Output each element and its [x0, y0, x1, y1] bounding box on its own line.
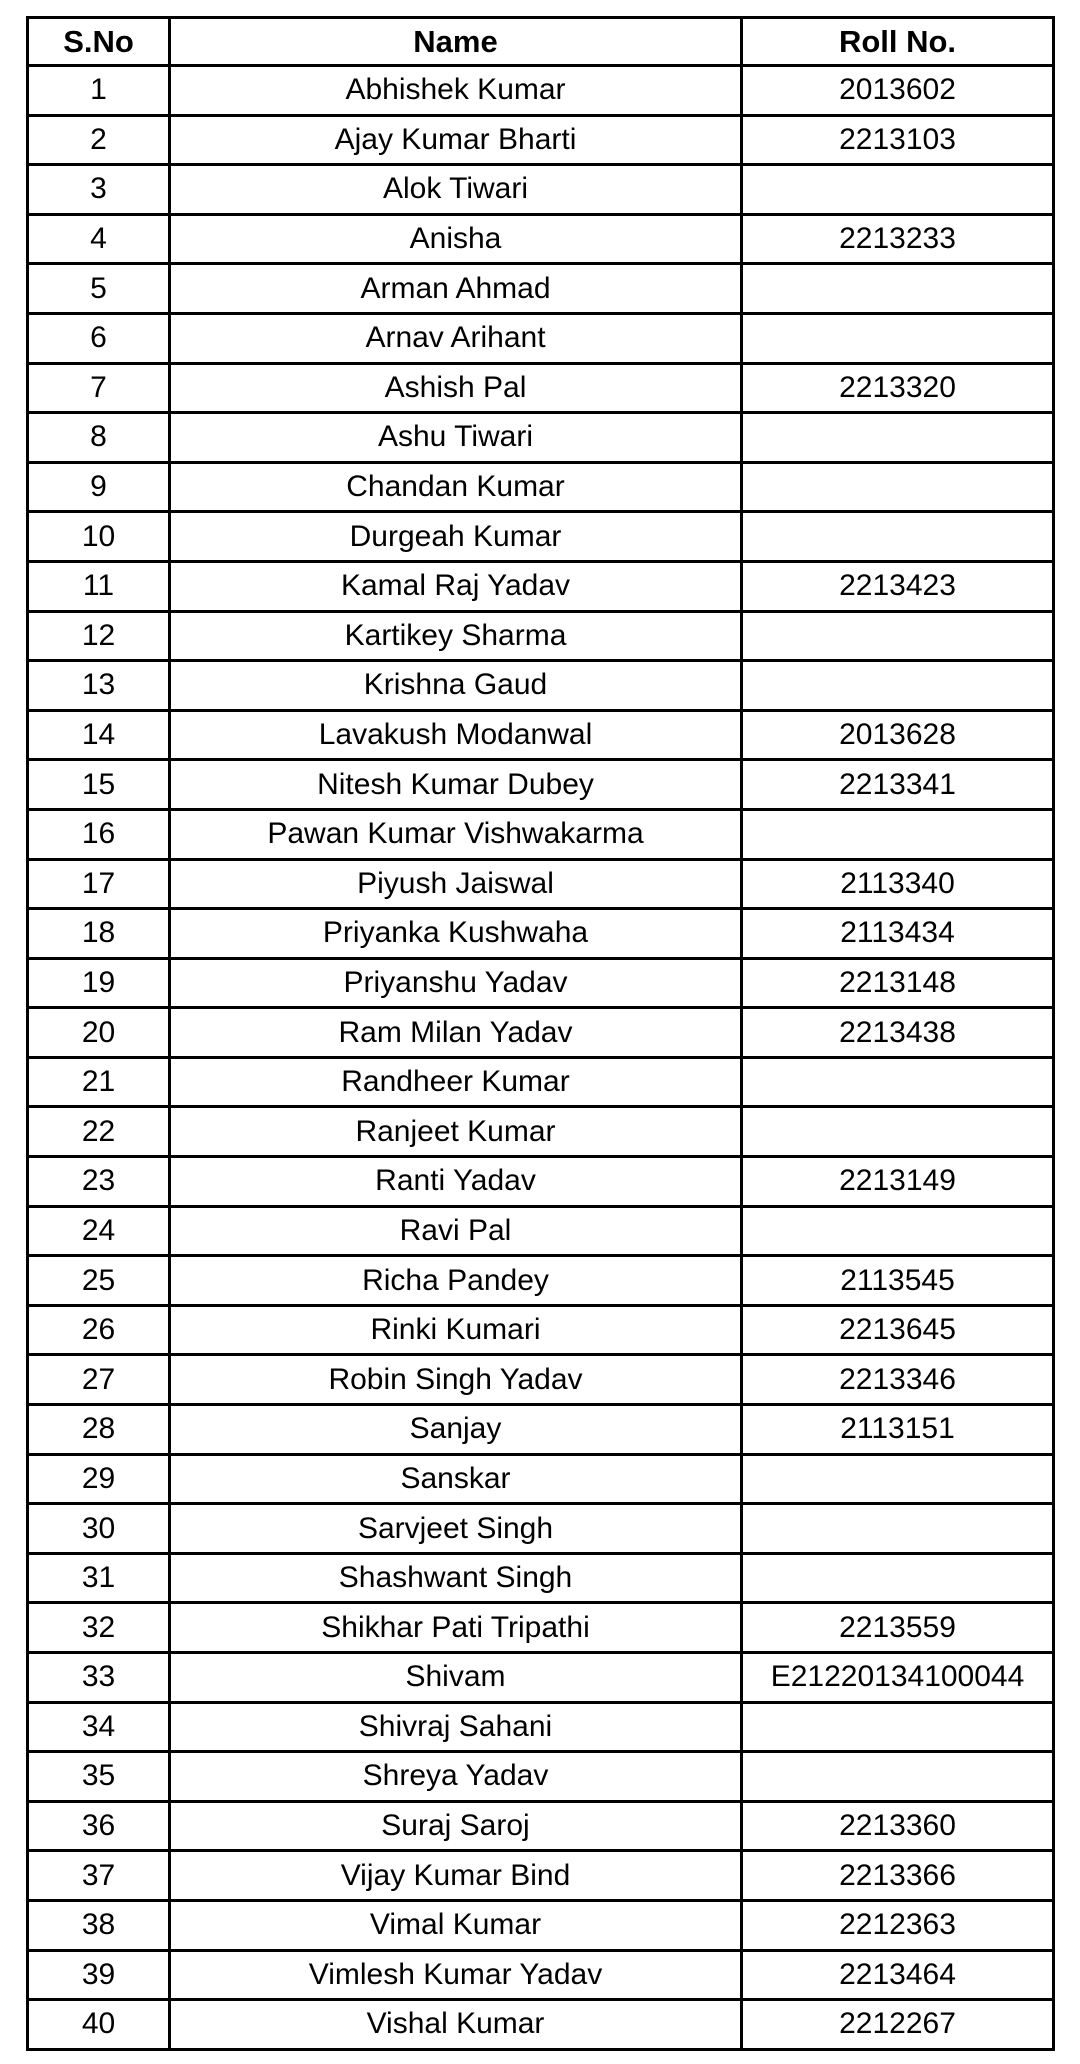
table-row — [28, 1900, 1054, 1950]
student-name-cell: Ravi Pal — [170, 1206, 742, 1256]
roll-number-cell: 2213645 — [742, 1305, 1054, 1355]
student-name-cell: Randheer Kumar — [170, 1057, 742, 1107]
serial-number-cell: 33 — [28, 1653, 170, 1703]
student-name-cell: Ranjeet Kumar — [170, 1107, 742, 1157]
student-name-cell: Priyanka Kushwaha — [170, 909, 742, 959]
student-name-cell: Anisha — [170, 214, 742, 264]
student-name-cell: Arman Ahmad — [170, 264, 742, 314]
serial-number-cell: 8 — [28, 413, 170, 463]
serial-number-cell: 14 — [28, 710, 170, 760]
student-name-cell: Ram Milan Yadav — [170, 1008, 742, 1058]
roll-number-cell: 2113434 — [742, 909, 1054, 959]
roll-number-cell: 2113545 — [742, 1256, 1054, 1306]
serial-number-cell: 1 — [28, 66, 170, 116]
student-name-cell: Rinki Kumari — [170, 1305, 742, 1355]
roll-number-cell — [742, 1107, 1054, 1157]
table-row — [28, 264, 1054, 314]
serial-number-cell: 24 — [28, 1206, 170, 1256]
serial-number-cell: 35 — [28, 1752, 170, 1802]
roll-number-cell: 2213346 — [742, 1355, 1054, 1405]
serial-number-cell: 27 — [28, 1355, 170, 1405]
serial-number-cell: 7 — [28, 363, 170, 413]
table-row — [28, 1305, 1054, 1355]
student-name-cell: Sanskar — [170, 1454, 742, 1504]
serial-number-cell: 28 — [28, 1405, 170, 1455]
serial-number-cell: 26 — [28, 1305, 170, 1355]
table-row — [28, 611, 1054, 661]
roll-number-cell: 2212363 — [742, 1900, 1054, 1950]
table-row — [28, 1008, 1054, 1058]
table-row — [28, 1752, 1054, 1802]
roll-number-cell: E21220134100044 — [742, 1653, 1054, 1703]
roll-number-cell: 2113340 — [742, 859, 1054, 909]
table-row — [28, 1653, 1054, 1703]
serial-number-cell: 13 — [28, 661, 170, 711]
student-roster-sheet — [26, 16, 1052, 2051]
roll-number-cell: 2213103 — [742, 115, 1054, 165]
serial-number-cell: 5 — [28, 264, 170, 314]
table-row — [28, 909, 1054, 959]
table-row — [28, 1702, 1054, 1752]
serial-number-cell: 10 — [28, 512, 170, 562]
table-row — [28, 165, 1054, 215]
table-row — [28, 512, 1054, 562]
student-name-cell: Priyanshu Yadav — [170, 958, 742, 1008]
serial-number-cell: 37 — [28, 1851, 170, 1901]
student-name-cell: Pawan Kumar Vishwakarma — [170, 809, 742, 859]
serial-number-cell: 16 — [28, 809, 170, 859]
serial-number-cell: 3 — [28, 165, 170, 215]
serial-number-cell: 11 — [28, 561, 170, 611]
serial-number-cell: 29 — [28, 1454, 170, 1504]
serial-number-cell: 23 — [28, 1157, 170, 1207]
table-row — [28, 214, 1054, 264]
roll-number-cell: 2212267 — [742, 2000, 1054, 2050]
serial-number-cell: 9 — [28, 462, 170, 512]
roll-number-cell — [742, 661, 1054, 711]
table-header-row — [28, 18, 1054, 66]
roll-number-cell — [742, 413, 1054, 463]
student-name-cell: Alok Tiwari — [170, 165, 742, 215]
roll-number-cell: 2213360 — [742, 1801, 1054, 1851]
student-name-cell: Shreya Yadav — [170, 1752, 742, 1802]
student-name-cell: Sarvjeet Singh — [170, 1504, 742, 1554]
table-row — [28, 1603, 1054, 1653]
table-row — [28, 1107, 1054, 1157]
serial-number-cell: 39 — [28, 1950, 170, 2000]
table-row — [28, 710, 1054, 760]
student-name-cell: Arnav Arihant — [170, 313, 742, 363]
table-row — [28, 1405, 1054, 1455]
table-body — [28, 66, 1054, 2050]
roll-number-cell: 2013602 — [742, 66, 1054, 116]
table-row — [28, 1454, 1054, 1504]
roll-number-cell — [742, 313, 1054, 363]
roll-number-cell — [742, 1206, 1054, 1256]
table-row — [28, 561, 1054, 611]
student-name-cell: Ashu Tiwari — [170, 413, 742, 463]
roll-number-cell — [742, 264, 1054, 314]
table-row — [28, 115, 1054, 165]
serial-number-cell: 36 — [28, 1801, 170, 1851]
table-row — [28, 1256, 1054, 1306]
roll-number-cell: 2213438 — [742, 1008, 1054, 1058]
student-name-cell: Richa Pandey — [170, 1256, 742, 1306]
table-row — [28, 313, 1054, 363]
serial-number-cell: 40 — [28, 2000, 170, 2050]
roll-number-cell — [742, 165, 1054, 215]
student-name-cell: Piyush Jaiswal — [170, 859, 742, 909]
student-name-cell: Chandan Kumar — [170, 462, 742, 512]
roll-number-cell — [742, 611, 1054, 661]
table-row — [28, 1553, 1054, 1603]
table-row — [28, 462, 1054, 512]
roll-number-cell — [742, 462, 1054, 512]
student-name-cell: Shivam — [170, 1653, 742, 1703]
serial-number-cell: 34 — [28, 1702, 170, 1752]
serial-number-cell: 38 — [28, 1900, 170, 1950]
student-name-cell: Krishna Gaud — [170, 661, 742, 711]
student-name-cell: Shivraj Sahani — [170, 1702, 742, 1752]
table-row — [28, 760, 1054, 810]
roll-number-cell: 2013628 — [742, 710, 1054, 760]
student-name-cell: Kartikey Sharma — [170, 611, 742, 661]
roll-number-cell: 2213423 — [742, 561, 1054, 611]
serial-number-cell: 21 — [28, 1057, 170, 1107]
roll-number-cell: 2213149 — [742, 1157, 1054, 1207]
student-name-cell: Suraj Saroj — [170, 1801, 742, 1851]
serial-number-cell: 20 — [28, 1008, 170, 1058]
serial-number-cell: 31 — [28, 1553, 170, 1603]
serial-number-cell: 4 — [28, 214, 170, 264]
student-name-cell: Robin Singh Yadav — [170, 1355, 742, 1405]
student-name-cell: Sanjay — [170, 1405, 742, 1455]
roll-number-cell: 2213464 — [742, 1950, 1054, 2000]
student-name-cell: Shikhar Pati Tripathi — [170, 1603, 742, 1653]
student-name-cell: Ajay Kumar Bharti — [170, 115, 742, 165]
roll-number-cell: 2213320 — [742, 363, 1054, 413]
serial-number-cell: 25 — [28, 1256, 170, 1306]
student-name-cell: Vimlesh Kumar Yadav — [170, 1950, 742, 2000]
roll-number-cell: 2213233 — [742, 214, 1054, 264]
table-row — [28, 1801, 1054, 1851]
serial-number-cell: 32 — [28, 1603, 170, 1653]
serial-number-cell: 12 — [28, 611, 170, 661]
roll-number-cell — [742, 809, 1054, 859]
table-row — [28, 1355, 1054, 1405]
student-name-cell: Vishal Kumar — [170, 2000, 742, 2050]
table-row — [28, 958, 1054, 1008]
student-name-cell: Shashwant Singh — [170, 1553, 742, 1603]
serial-number-cell: 15 — [28, 760, 170, 810]
student-name-cell: Nitesh Kumar Dubey — [170, 760, 742, 810]
roll-number-cell: 2213366 — [742, 1851, 1054, 1901]
roll-number-cell — [742, 1553, 1054, 1603]
roll-number-cell: 2213341 — [742, 760, 1054, 810]
table-row — [28, 1950, 1054, 2000]
student-name-cell: Abhishek Kumar — [170, 66, 742, 116]
table-row — [28, 1057, 1054, 1107]
serial-number-cell: 18 — [28, 909, 170, 959]
table-row — [28, 859, 1054, 909]
table-row — [28, 1851, 1054, 1901]
table-row — [28, 1157, 1054, 1207]
serial-number-cell: 6 — [28, 313, 170, 363]
serial-number-cell: 2 — [28, 115, 170, 165]
serial-number-cell: 19 — [28, 958, 170, 1008]
table-row — [28, 363, 1054, 413]
header-roll-number: Roll No. — [742, 18, 1054, 66]
header-serial-number: S.No — [28, 18, 170, 66]
roll-number-cell: 2213148 — [742, 958, 1054, 1008]
roll-number-cell — [742, 1057, 1054, 1107]
table-row — [28, 413, 1054, 463]
table-row — [28, 66, 1054, 116]
student-roster-table — [26, 16, 1055, 2051]
student-name-cell: Lavakush Modanwal — [170, 710, 742, 760]
student-name-cell: Kamal Raj Yadav — [170, 561, 742, 611]
student-name-cell: Durgeah Kumar — [170, 512, 742, 562]
header-name: Name — [170, 18, 742, 66]
serial-number-cell: 17 — [28, 859, 170, 909]
roll-number-cell — [742, 1504, 1054, 1554]
roll-number-cell — [742, 1454, 1054, 1504]
roll-number-cell — [742, 1752, 1054, 1802]
table-row — [28, 661, 1054, 711]
student-name-cell: Ashish Pal — [170, 363, 742, 413]
serial-number-cell: 22 — [28, 1107, 170, 1157]
table-row — [28, 809, 1054, 859]
table-row — [28, 1504, 1054, 1554]
roll-number-cell: 2113151 — [742, 1405, 1054, 1455]
roll-number-cell — [742, 1702, 1054, 1752]
student-name-cell: Vijay Kumar Bind — [170, 1851, 742, 1901]
student-name-cell: Vimal Kumar — [170, 1900, 742, 1950]
roll-number-cell — [742, 512, 1054, 562]
table-row — [28, 1206, 1054, 1256]
serial-number-cell: 30 — [28, 1504, 170, 1554]
student-name-cell: Ranti Yadav — [170, 1157, 742, 1207]
table-row — [28, 2000, 1054, 2050]
roll-number-cell: 2213559 — [742, 1603, 1054, 1653]
